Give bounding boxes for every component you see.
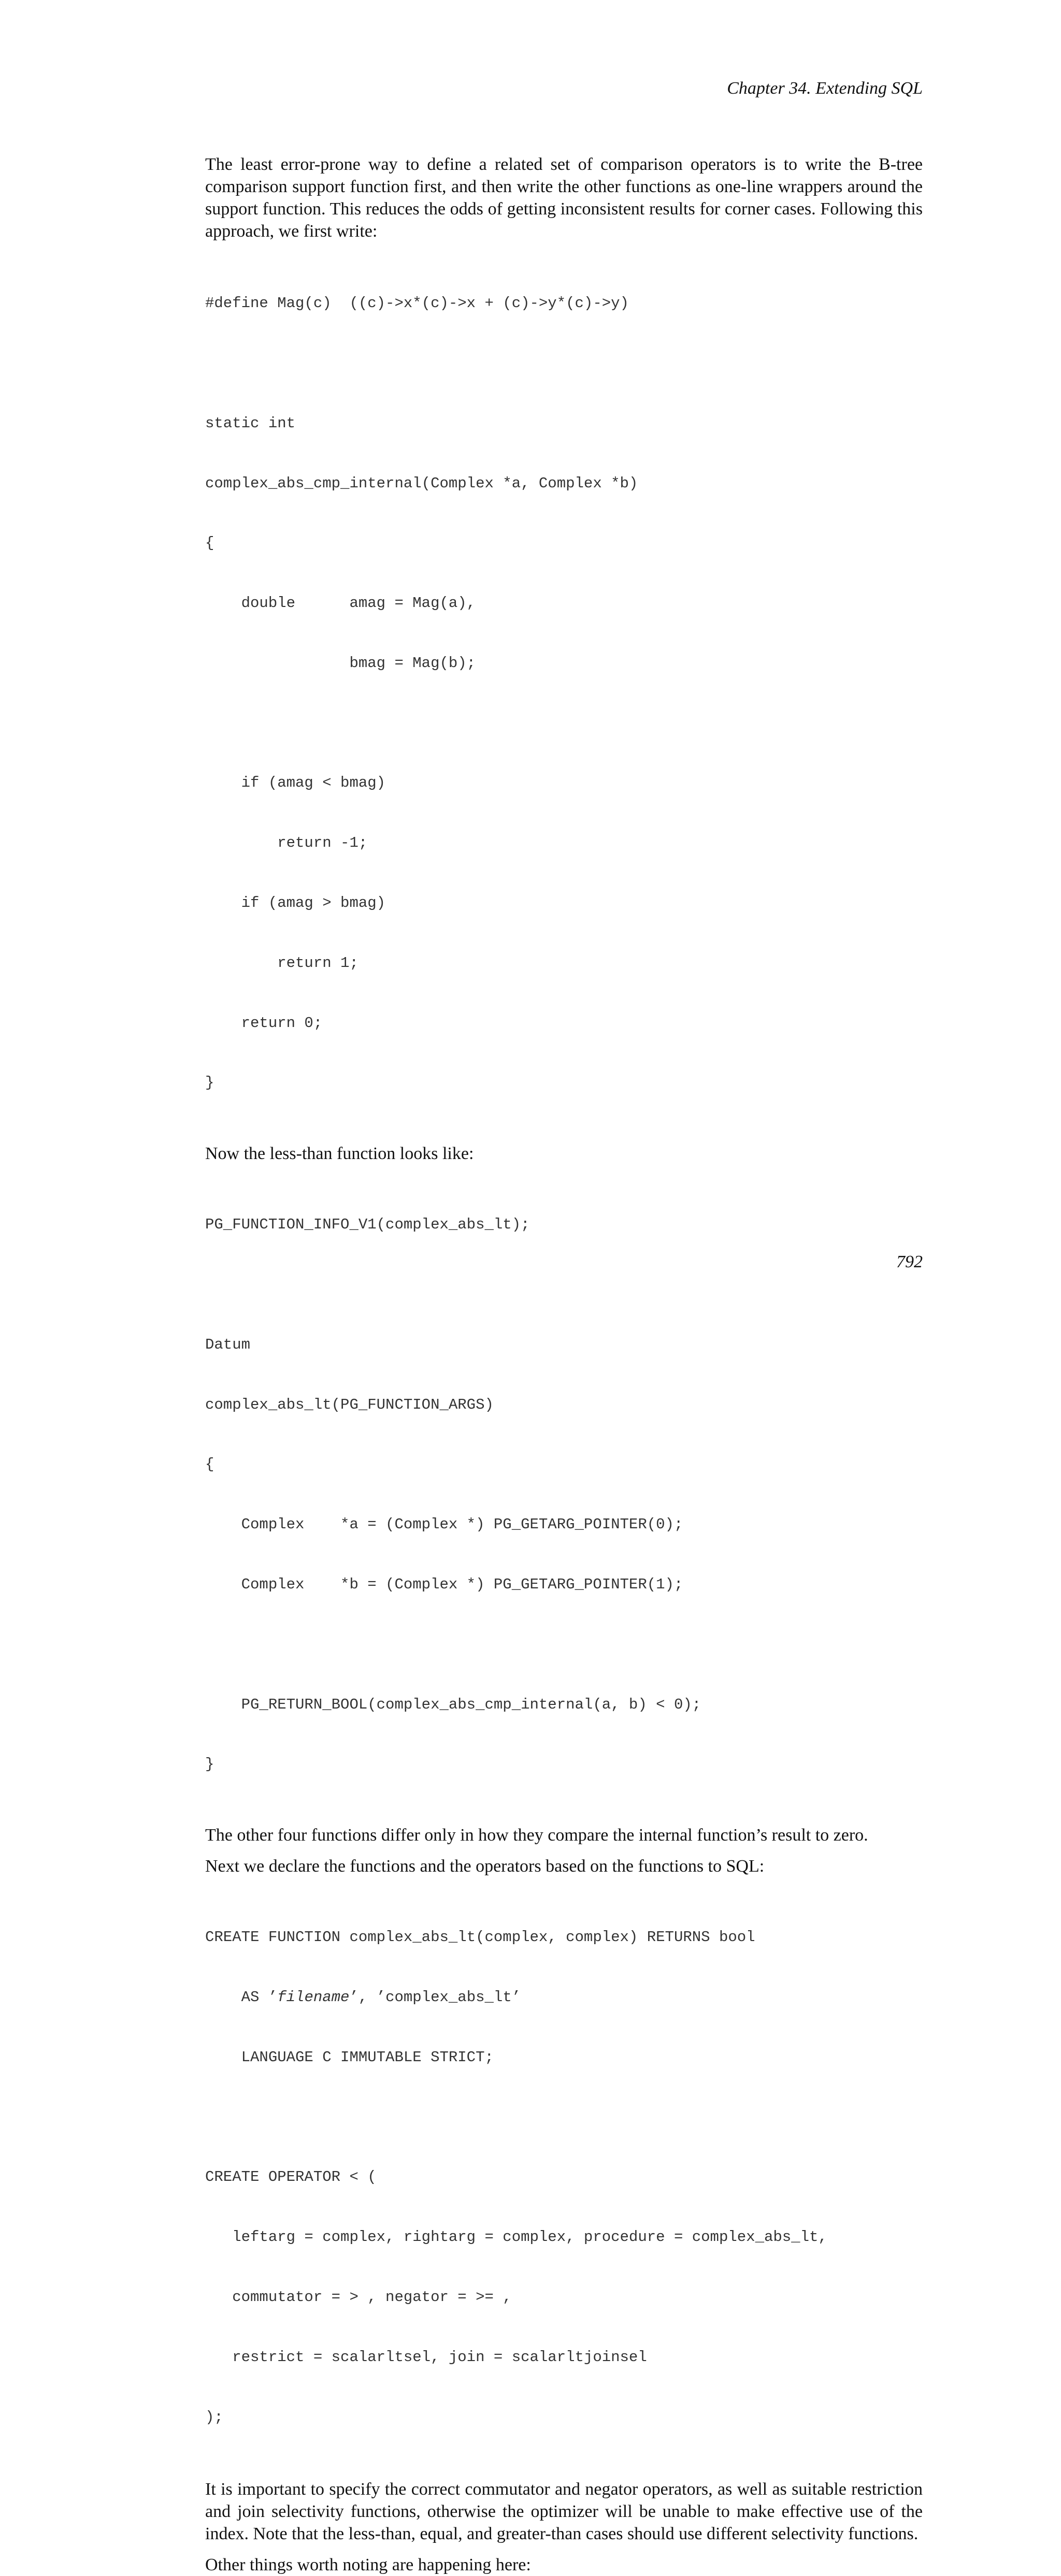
important-paragraph: It is important to specify the correct commutator and negator operators, as well as suitable restriction and join selectivity functions, otherwise the optimizer will be unable to make effective use of the index. Note that the less-than, equal, and greater-than cases should use different selectivity functions. xyxy=(205,2480,923,2544)
declare-intro-paragraph: Next we declare the functions and the operators based on the functions to SQL: xyxy=(205,1857,765,1876)
code-line: CREATE FUNCTION complex_abs_lt(complex, complex) RETURNS bool xyxy=(205,1929,755,1946)
code-line: Complex *a = (Complex *) PG_GETARG_POINTER(0); xyxy=(205,1516,683,1533)
code-line: bmag = Mag(b); xyxy=(205,654,476,672)
code-line xyxy=(205,714,923,734)
filename-placeholder: filename xyxy=(277,1989,350,2006)
code-block-abs-lt xyxy=(205,1175,923,1815)
code-line: return 0; xyxy=(205,1014,323,1032)
code-block-sql xyxy=(205,1888,923,2467)
code-line: restrict = scalarltsel, join = scalarltjoinsel xyxy=(205,2348,647,2366)
running-header: Chapter 34. Extending SQL xyxy=(727,79,923,98)
code-line: { xyxy=(205,1456,214,1473)
code-line: leftarg = complex, rightarg = complex, procedure = complex_abs_lt, xyxy=(205,2228,827,2246)
code-fragment: ’, ’complex_abs_lt’ xyxy=(349,1989,521,2006)
code-line: if (amag > bmag) xyxy=(205,894,386,911)
code-fragment: AS ’ xyxy=(205,1989,278,2006)
code-line: CREATE OPERATOR < ( xyxy=(205,2168,377,2186)
code-line xyxy=(205,2108,923,2128)
code-line xyxy=(205,354,923,374)
code-line: LANGUAGE C IMMUTABLE STRICT; xyxy=(205,2048,494,2066)
code-block-cmp-internal xyxy=(205,254,923,1133)
code-line: return 1; xyxy=(205,954,359,972)
other-four-paragraph: The other four functions differ only in how they compare the internal function’s result to zero. xyxy=(205,1826,868,1845)
other-things-paragraph: Other things worth noting are happening here: xyxy=(205,2555,531,2575)
code-line: double amag = Mag(a), xyxy=(205,595,476,612)
code-line: ); xyxy=(205,2408,223,2426)
intro-paragraph: The least error-prone way to define a related set of comparison operators is to write the B-tree comparison support function first, and then write the other functions as one-line wrappers around the support function. This reduces the odds of getting inconsistent results for corner cases. Following this approach, we first write: xyxy=(205,155,923,241)
code-line: complex_abs_cmp_internal(Complex *a, Complex *b) xyxy=(205,474,638,492)
code-line: } xyxy=(205,1074,214,1092)
code-line: commutator = > , negator = >= , xyxy=(205,2289,512,2306)
code-line: Complex *b = (Complex *) PG_GETARG_POINTER(1); xyxy=(205,1576,683,1593)
code-line: return -1; xyxy=(205,834,368,852)
code-line: static int xyxy=(205,414,296,432)
code-line: PG_RETURN_BOOL(complex_abs_cmp_internal(a, b) < 0); xyxy=(205,1696,701,1713)
page-content xyxy=(205,153,923,2576)
code-line: } xyxy=(205,1756,214,1773)
code-line: complex_abs_lt(PG_FUNCTION_ARGS) xyxy=(205,1396,494,1413)
page-number: 792 xyxy=(896,1252,923,1271)
code-line: { xyxy=(205,534,214,552)
code-line: if (amag < bmag) xyxy=(205,774,386,792)
less-than-intro-paragraph: Now the less-than function looks like: xyxy=(205,1144,474,1164)
code-line xyxy=(205,1988,923,2008)
code-line xyxy=(205,1275,923,1295)
code-line: PG_FUNCTION_INFO_V1(complex_abs_lt); xyxy=(205,1216,530,1234)
code-line xyxy=(205,1635,923,1655)
code-line: Datum xyxy=(205,1336,251,1353)
code-line: #define Mag(c) ((c)->x*(c)->x + (c)->y*(c)->y) xyxy=(205,295,629,312)
